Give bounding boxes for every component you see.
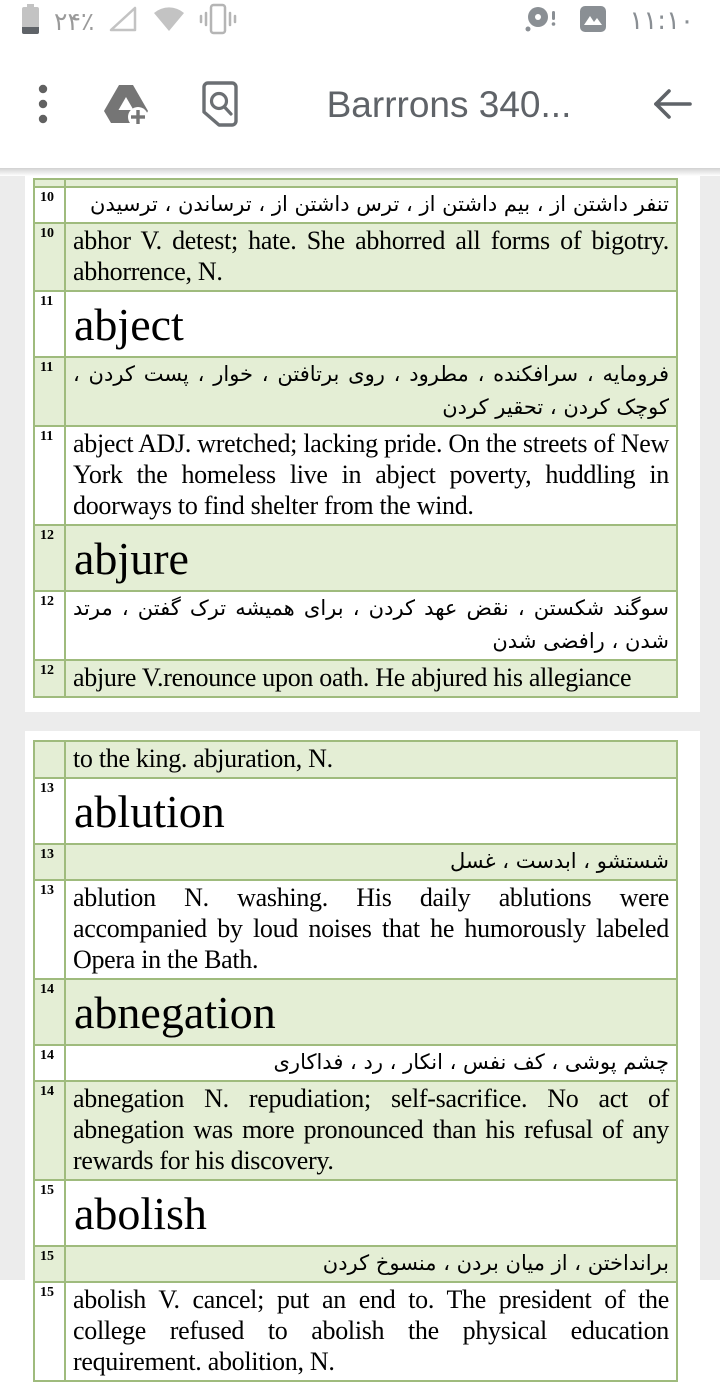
app-bar-shadow [0, 168, 720, 176]
entry-number: 15 [35, 1283, 66, 1380]
entry-text: abhor V. detest; hate. She abhorred all forms of bigotry. abhorrence, N. [73, 226, 669, 286]
entry-text: سوگند شکستن ، نقض عهد کردن ، برای همیشه ترک گفتن ، مرتد شدن ، رافضی شدن [73, 596, 669, 653]
entry-number: 12 [35, 526, 66, 590]
table-row [35, 524, 676, 590]
table-row [35, 879, 676, 978]
entry-text: ablution N. washing. His daily ablutions were accompanied by loud noises that he humorously labeled Opera in the Bath. [73, 883, 669, 974]
table-row [35, 742, 676, 777]
alarm-icon [523, 4, 557, 39]
overflow-menu-button[interactable] [30, 82, 56, 129]
entry-number: 12 [35, 592, 66, 659]
document-title: Barrrons 340... [326, 84, 572, 125]
pdf-viewport[interactable] [0, 176, 720, 1376]
entry-number: 10 [35, 224, 66, 290]
table-row [35, 978, 676, 1044]
table-row [35, 843, 676, 879]
app-bar [0, 42, 720, 168]
table-row [35, 1044, 676, 1080]
entry-number: 14 [35, 980, 66, 1044]
table-row [35, 1179, 676, 1245]
entry-number: 13 [35, 845, 66, 879]
entry-number: 10 [35, 188, 66, 222]
entry-text: ablution [74, 786, 225, 837]
wifi-icon [152, 5, 186, 38]
entry-text: abnegation N. repudiation; self-sacrifice. No act of abnegation was more pronounced than his refusal of any rewards for his discovery. [73, 1084, 669, 1175]
table-row [35, 186, 676, 222]
add-to-drive-button[interactable] [102, 82, 150, 129]
table-row [35, 180, 676, 186]
entry-text: تنفر داشتن از ، بیم داشتن از ، ترس داشتن از ، ترساندن ، ترسیدن [90, 192, 669, 216]
vocab-table-page-1 [33, 178, 678, 698]
status-right-group [523, 4, 694, 39]
entry-number: 13 [35, 881, 66, 978]
entry-text: abnegation [74, 987, 276, 1038]
vocab-table-page-2 [33, 740, 678, 1382]
pdf-page-2[interactable] [25, 731, 700, 1382]
battery-percent: ٢۴٪ [54, 6, 95, 36]
entry-text: فرومایه ، سرافکنده ، مطرود ، روی برتافتن ، خوار ، پست کردن ، کوچک کردن ، تحقیر کردن [73, 362, 669, 419]
entry-text: چشم پوشی ، کف نفس ، انکار ، رد ، فداکاری [273, 1050, 669, 1074]
table-row [35, 1080, 676, 1179]
table-row [35, 1281, 676, 1380]
entry-number: 11 [35, 427, 66, 524]
entry-number: 13 [35, 779, 66, 843]
status-bar [0, 0, 720, 42]
pdf-page-1[interactable] [25, 176, 700, 712]
table-row [35, 222, 676, 290]
entry-text: abolish [74, 1188, 207, 1239]
page-gap [0, 712, 720, 731]
table-row [35, 777, 676, 843]
table-row [35, 290, 676, 356]
signal-strength-icon [107, 4, 139, 39]
entry-number: 14 [35, 1046, 66, 1080]
find-in-page-icon [200, 81, 240, 130]
battery-icon [20, 3, 41, 40]
entry-number: 11 [35, 358, 66, 425]
entry-number [35, 180, 66, 186]
entry-text: abolish V. cancel; put an end to. The president of the college refused to abolish the physical education requirement. abolition, N. [73, 1285, 669, 1376]
table-row [35, 590, 676, 659]
entry-text: abject ADJ. wretched; lacking pride. On the streets of New York the homeless live in abject poverty, huddling in doorways to find shelter from the wind. [73, 429, 669, 520]
back-button[interactable] [650, 84, 694, 127]
table-row [35, 659, 676, 696]
entry-text: abjure [74, 533, 189, 584]
entry-text: abjure V.renounce upon oath. He abjured his allegiance [73, 663, 632, 692]
entry-text [66, 180, 676, 186]
entry-text: شستشو ، ابدست ، غسل [449, 849, 669, 873]
image-icon [579, 5, 607, 38]
vibrate-icon [199, 3, 237, 40]
status-left-group [20, 3, 237, 40]
entry-number: 15 [35, 1181, 66, 1245]
back-arrow-icon [650, 84, 694, 127]
find-in-page-button[interactable] [200, 81, 240, 130]
table-row [35, 1245, 676, 1281]
entry-number [35, 742, 66, 777]
entry-text: abject [74, 299, 184, 350]
entry-number: 15 [35, 1247, 66, 1281]
overflow-menu-icon [37, 82, 49, 129]
entry-text: برانداختن ، از میان بردن ، منسوخ کردن [322, 1251, 669, 1275]
entry-number: 14 [35, 1082, 66, 1179]
entry-text: to the king. abjuration, N. [73, 744, 333, 773]
table-row [35, 425, 676, 524]
add-to-drive-icon [102, 82, 150, 129]
table-row [35, 356, 676, 425]
clock-text: ١١:١٠ [629, 6, 694, 36]
entry-number: 12 [35, 661, 66, 696]
entry-number: 11 [35, 292, 66, 356]
